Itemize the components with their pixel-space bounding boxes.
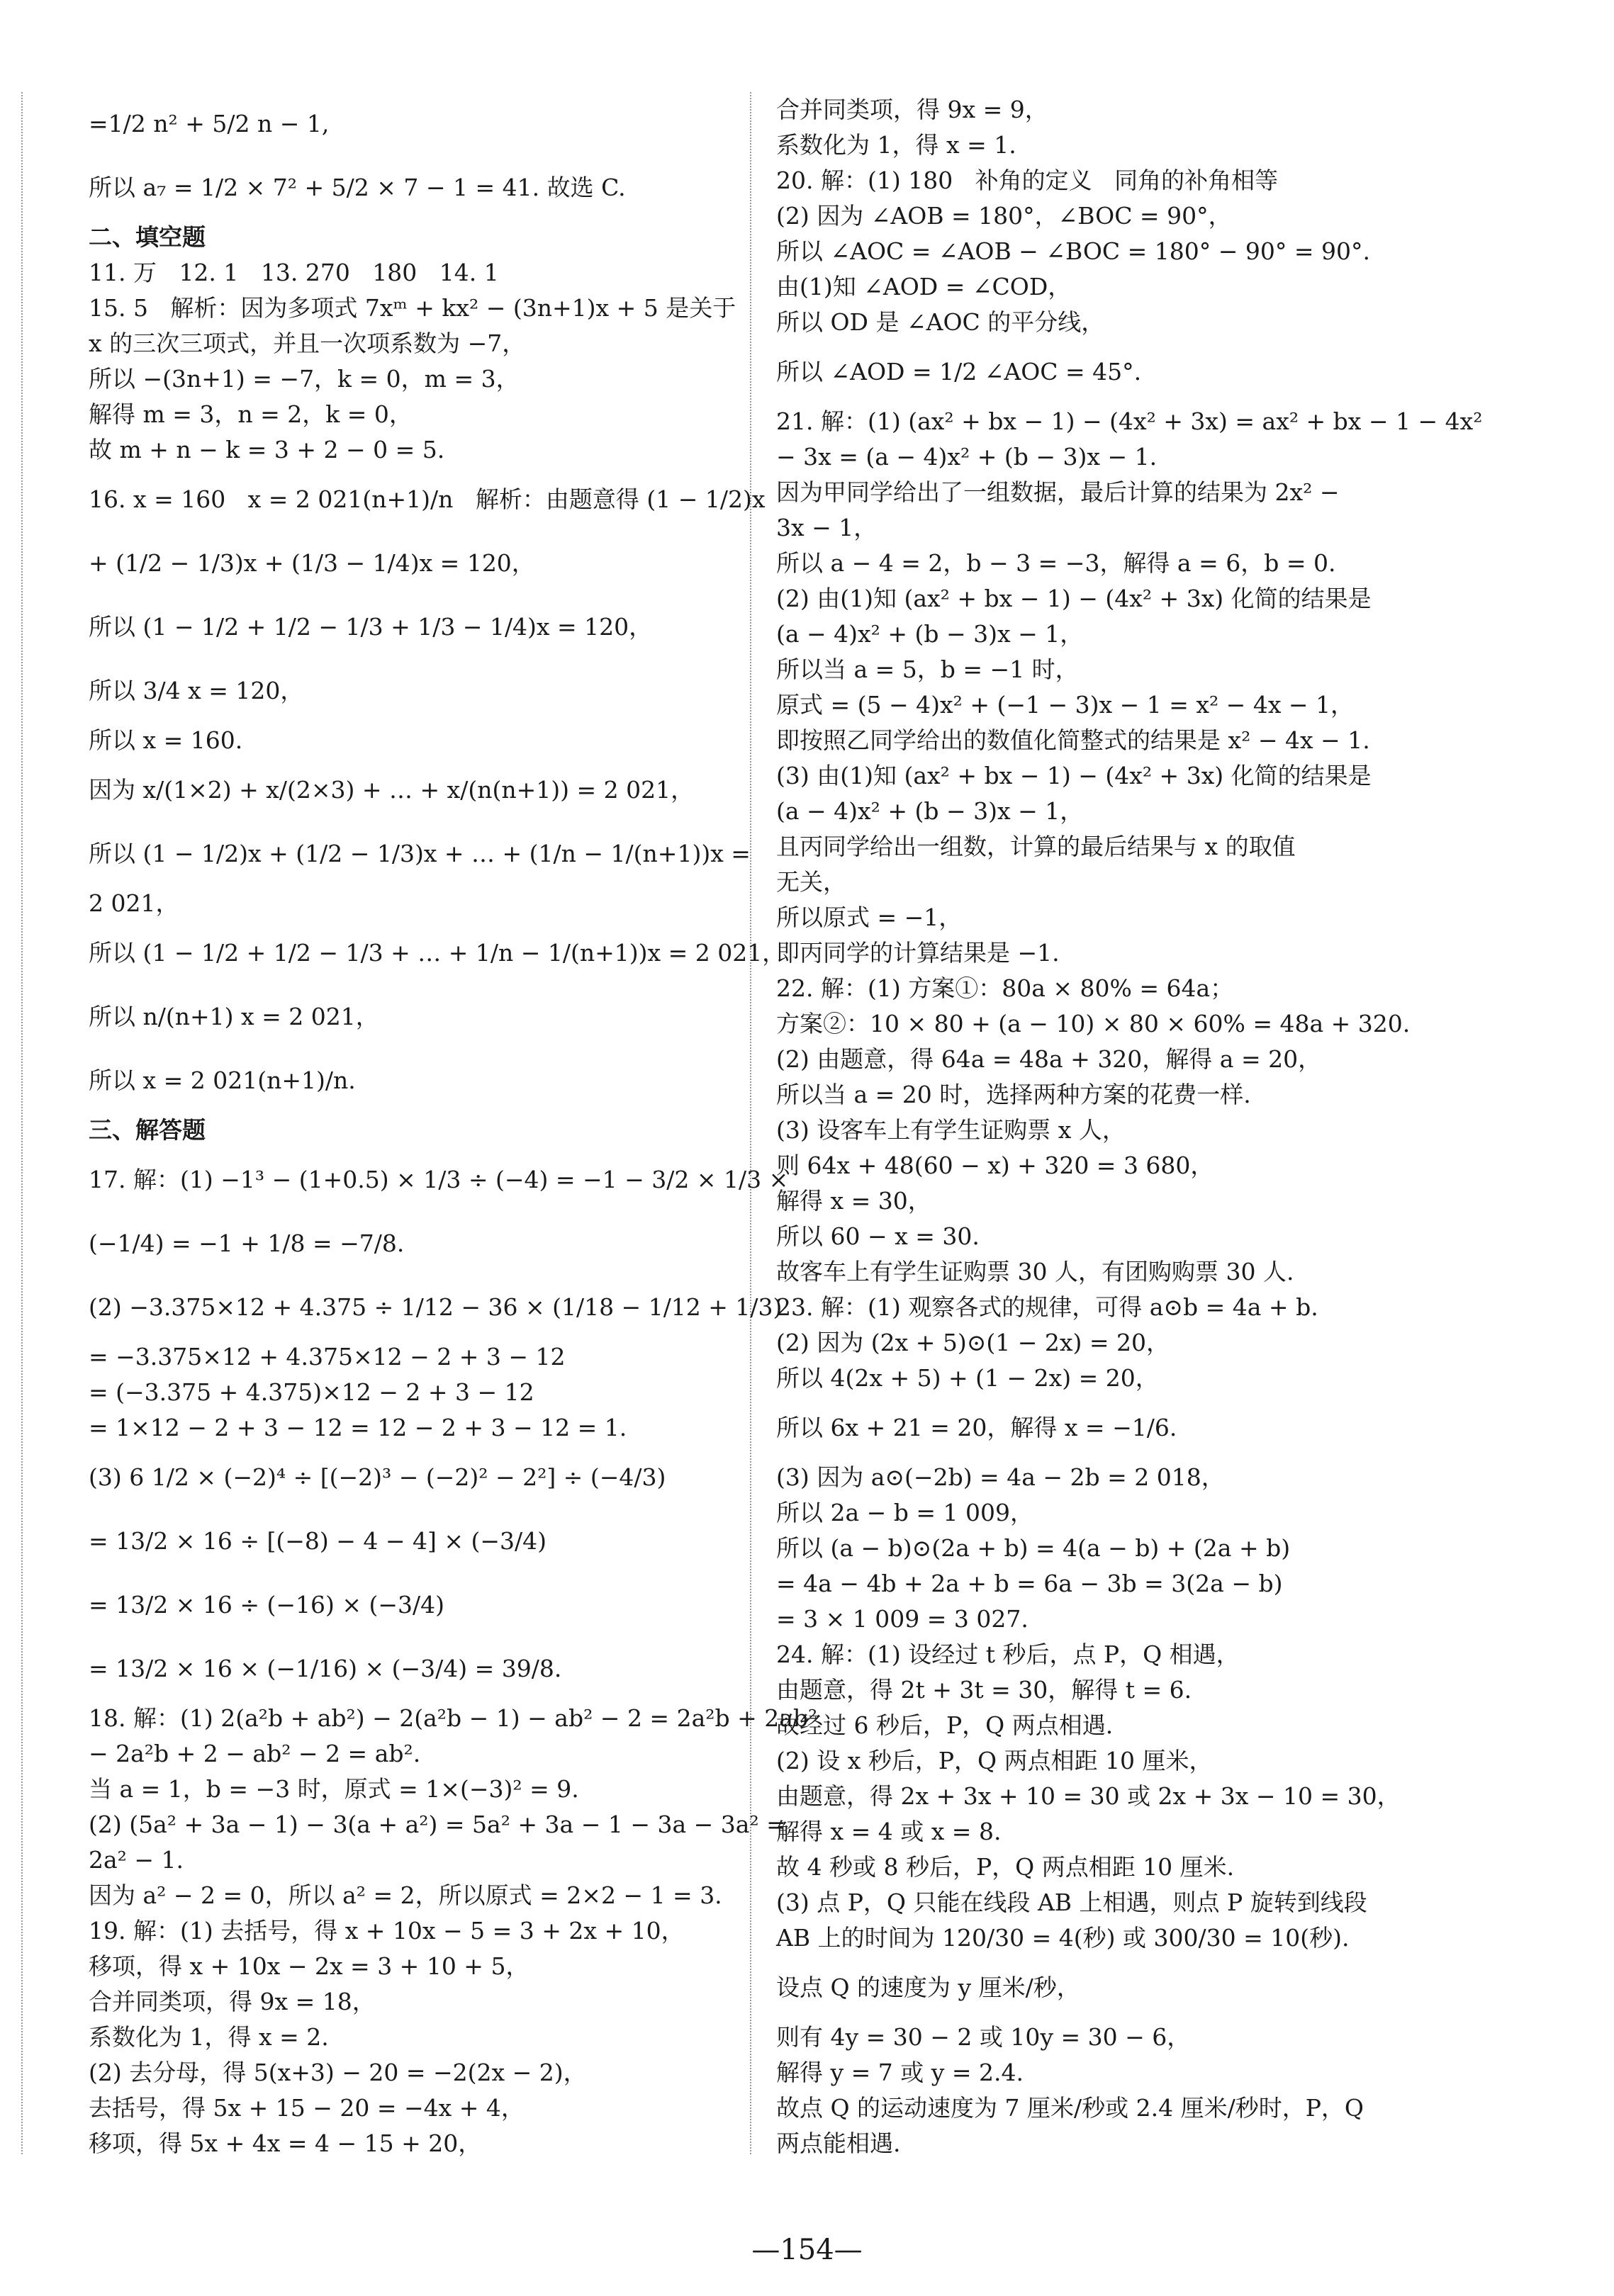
answer-line: = 3 × 1 009 = 3 027. (776, 1605, 1029, 1633)
answer-line: 所以 ∠AOC = ∠AOB − ∠BOC = 180° − 90° = 90°. (776, 237, 1370, 265)
answer-line: 3x − 1， (776, 514, 878, 541)
answer-line: 设点 Q 的速度为 y 厘米/秒， (776, 1974, 1080, 2001)
section-heading: 二、填空题 (89, 223, 206, 251)
answer-line: 无关， (776, 868, 846, 896)
answer-line: 所以 6x + 21 = 20，解得 x = −1/6. (776, 1414, 1177, 1441)
section-heading: 三、解答题 (89, 1116, 206, 1144)
answer-line: 所以 a₇ = 1/2 × 7² + 5/2 × 7 − 1 = 41. 故选 C. (89, 174, 626, 201)
answer-line: 所以 OD 是 ∠AOC 的平分线， (776, 308, 1105, 336)
answer-line: 解得 x = 30， (776, 1187, 931, 1215)
answer-line: 15. 5 解析：因为多项式 7xᵐ + kx² − (3n+1)x + 5 是关于 (89, 294, 736, 322)
answer-line: 所以 (1 − 1/2 + 1/2 − 1/3 + 1/3 − 1/4)x = 120， (89, 613, 653, 641)
answer-line: 方案②：10 × 80 + (a − 10) × 80 × 60% = 48a + 320. (776, 1010, 1411, 1037)
answer-line: =1/2 n² + 5/2 n − 1, (89, 110, 330, 137)
answer-line: (2) −3.375×12 + 4.375 ÷ 1/12 − 36 × (1/18 − 1/12 + 1/3) (89, 1293, 783, 1321)
answer-line: 所以 2a − b = 1 009， (776, 1499, 1034, 1526)
answer-line: 所以 4(2x + 5) + (1 − 2x) = 20， (776, 1364, 1159, 1392)
answer-line: 22. 解：(1) 方案①：80a × 80% = 64a； (776, 974, 1234, 1002)
answer-line: 合并同类项，得 9x = 9， (776, 96, 1048, 123)
answer-line: 即按照乙同学给出的数值化简整式的结果是 x² − 4x − 1. (776, 726, 1370, 754)
answer-line: 故经过 6 秒后，P，Q 两点相遇. (776, 1711, 1114, 1739)
answer-line: 18. 解：(1) 2(a²b + ab²) − 2(a²b − 1) − ab² − 2 = 2a²b + 2ab² (89, 1704, 818, 1732)
answer-line: 系数化为 1，得 x = 2. (89, 2023, 329, 2051)
answer-line: 由题意，得 2x + 3x + 10 = 30 或 2x + 3x − 10 = 30， (776, 1782, 1401, 1810)
answer-line: 合并同类项，得 9x = 18， (89, 1988, 376, 2015)
answer-line: 所以当 a = 20 时，选择两种方案的花费一样. (776, 1081, 1251, 1108)
answer-line: (3) 点 P，Q 只能在线段 AB 上相遇，则点 P 旋转到线段 (776, 1889, 1367, 1916)
answer-line: x 的三次三项式，并且一次项系数为 −7， (89, 330, 526, 357)
answer-line: (2) (5a² + 3a − 1) − 3(a + a²) = 5a² + 3a − 1 − 3a − 3a² = (89, 1811, 786, 1838)
left-margin-rule (21, 92, 23, 2154)
answer-line: 解得 y = 7 或 y = 2.4. (776, 2059, 1024, 2086)
answer-line: 所以 60 − x = 30. (776, 1222, 980, 1250)
answer-line: 所以 (1 − 1/2)x + (1/2 − 1/3)x + … + (1/n − 1/(n+1))x = (89, 840, 751, 867)
answer-line: = −3.375×12 + 4.375×12 − 2 + 3 − 12 (89, 1343, 566, 1371)
answer-line: 所以 ∠AOD = 1/2 ∠AOC = 45°. (776, 358, 1142, 386)
answer-line: (3) 因为 a⊙(−2b) = 4a − 2b = 2 018， (776, 1463, 1225, 1491)
answer-line: 故 m + n − k = 3 + 2 − 0 = 5. (89, 436, 445, 463)
answer-line: 所以 x = 2 021(n+1)/n. (89, 1067, 356, 1094)
answer-line: 所以 x = 160. (89, 726, 243, 754)
answer-line: 故 4 秒或 8 秒后，P，Q 两点相距 10 厘米. (776, 1853, 1235, 1881)
answer-line: 系数化为 1，得 x = 1. (776, 131, 1016, 159)
answer-line: (2) 由(1)知 (ax² + bx − 1) − (4x² + 3x) 化简的结果是 (776, 585, 1372, 612)
answer-line: 解得 m = 3，n = 2，k = 0， (89, 400, 413, 428)
answer-line: (a − 4)x² + (b − 3)x − 1， (776, 620, 1084, 648)
answer-line: 移项，得 x + 10x − 2x = 3 + 10 + 5， (89, 1952, 529, 1980)
answer-line: 两点能相遇. (776, 2129, 901, 2157)
answer-line: 19. 解：(1) 去括号，得 x + 10x − 5 = 3 + 2x + 10， (89, 1917, 685, 1945)
answer-line: 所以 a − 4 = 2，b − 3 = −3，解得 a = 6，b = 0. (776, 549, 1336, 577)
answer-line: 17. 解：(1) −1³ − (1+0.5) × 1/3 ÷ (−4) = −1 − 3/2 × 1/3 × (89, 1166, 789, 1193)
answer-line: + (1/2 − 1/3)x + (1/3 − 1/4)x = 120， (89, 549, 535, 577)
answer-line: 故客车上有学生证购票 30 人，有团购购票 30 人. (776, 1258, 1294, 1285)
answer-line: (3) 设客车上有学生证购票 x 人， (776, 1116, 1126, 1144)
answer-line: 所以 n/(n+1) x = 2 021， (89, 1003, 379, 1030)
answer-line: = (−3.375 + 4.375)×12 − 2 + 3 − 12 (89, 1378, 534, 1406)
answer-line: − 2a²b + 2 − ab² − 2 = ab². (89, 1740, 421, 1767)
answer-line: 当 a = 1，b = −3 时，原式 = 1×(−3)² = 9. (89, 1775, 579, 1803)
answer-line: 20. 解：(1) 180 补角的定义 同角的补角相等 (776, 167, 1279, 194)
answer-line: 24. 解：(1) 设经过 t 秒后，点 P，Q 相遇， (776, 1641, 1240, 1668)
answer-line: 解得 x = 4 或 x = 8. (776, 1818, 1002, 1845)
answer-line: 即丙同学的计算结果是 −1. (776, 939, 1060, 967)
answer-line: 所以 −(3n+1) = −7，k = 0，m = 3， (89, 365, 520, 393)
answer-line: 所以 (1 − 1/2 + 1/2 − 1/3 + … + 1/n − 1/(n+1))x = 2 021， (89, 939, 786, 967)
answer-line: = 4a − 4b + 2a + b = 6a − 3b = 3(2a − b) (776, 1570, 1283, 1597)
answer-line: (2) 设 x 秒后，P，Q 两点相距 10 厘米， (776, 1747, 1213, 1774)
answer-line: (a − 4)x² + (b − 3)x − 1， (776, 797, 1084, 825)
answer-line: (2) 由题意，得 64a = 48a + 320，解得 a = 20， (776, 1045, 1322, 1073)
answer-line: 16. x = 160 x = 2 021(n+1)/n 解析：由题意得 (1 − 1/2)x (89, 485, 766, 513)
answer-line: − 3x = (a − 4)x² + (b − 3)x − 1. (776, 443, 1158, 471)
answer-line: AB 上的时间为 120/30 = 4(秒) 或 300/30 = 10(秒). (776, 1924, 1350, 1952)
answer-line: 由(1)知 ∠AOD = ∠COD， (776, 273, 1072, 300)
answer-line: = 13/2 × 16 ÷ (−16) × (−3/4) (89, 1591, 445, 1619)
answer-line: 因为 a² − 2 = 0，所以 a² = 2，所以原式 = 2×2 − 1 = 3. (89, 1881, 722, 1909)
answer-line: (2) 去分母，得 5(x+3) − 20 = −2(2x − 2)， (89, 2059, 587, 2086)
page-number: —154— (751, 2234, 863, 2266)
answer-line: = 1×12 − 2 + 3 − 12 = 12 − 2 + 3 − 12 = 1. (89, 1414, 627, 1441)
answer-line: (3) 6 1/2 × (−2)⁴ ÷ [(−2)³ − (−2)² − 2²] ÷ (−4/3) (89, 1463, 666, 1491)
column-divider (750, 92, 751, 2154)
answer-line: 则 64x + 48(60 − x) + 320 = 3 680， (776, 1152, 1214, 1179)
answer-line: 2a² − 1. (89, 1846, 184, 1874)
answer-line: 因为 x/(1×2) + x/(2×3) + … + x/(n(n+1)) = 2 021， (89, 776, 695, 804)
answer-line: 23. 解：(1) 观察各式的规律，可得 a⊙b = 4a + b. (776, 1293, 1318, 1321)
answer-line: 原式 = (5 − 4)x² + (−1 − 3)x − 1 = x² − 4x − 1， (776, 691, 1355, 719)
answer-line: = 13/2 × 16 × (−1/16) × (−3/4) = 39/8. (89, 1655, 562, 1682)
answer-line: 故点 Q 的运动速度为 7 厘米/秒或 2.4 厘米/秒时，P，Q (776, 2094, 1364, 2122)
answer-line: 且丙同学给出一组数，计算的最后结果与 x 的取值 (776, 833, 1296, 860)
answer-line: 去括号，得 5x + 15 − 20 = −4x + 4， (89, 2094, 525, 2122)
answer-line: 所以 3/4 x = 120， (89, 677, 304, 704)
answer-line: (3) 由(1)知 (ax² + bx − 1) − (4x² + 3x) 化简的结果是 (776, 762, 1372, 789)
answer-line: (2) 因为 ∠AOB = 180°，∠BOC = 90°， (776, 202, 1232, 230)
answer-line: 由题意，得 2t + 3t = 30，解得 t = 6. (776, 1676, 1192, 1704)
right-column (776, 92, 1506, 2161)
answer-line: (2) 因为 (2x + 5)⊙(1 − 2x) = 20， (776, 1329, 1170, 1356)
answer-line: 移项，得 5x + 4x = 4 − 15 + 20， (89, 2129, 482, 2157)
answer-line: 所以 (a − b)⊙(2a + b) = 4(a − b) + (2a + b) (776, 1534, 1291, 1562)
answer-line: 因为甲同学给出了一组数据，最后计算的结果为 2x² − (776, 478, 1340, 506)
answer-line: 11. 万 12. 1 13. 270 180 14. 1 (89, 259, 499, 286)
answer-line: 则有 4y = 30 − 2 或 10y = 30 − 6， (776, 2023, 1191, 2051)
answer-line: (−1/4) = −1 + 1/8 = −7/8. (89, 1229, 405, 1257)
answer-line: 21. 解：(1) (ax² + bx − 1) − (4x² + 3x) = ax² + bx − 1 − 4x² (776, 407, 1483, 435)
answer-line: 所以原式 = −1， (776, 904, 963, 931)
answer-line: 所以当 a = 5，b = −1 时， (776, 655, 1079, 683)
answer-line: 2 021， (89, 889, 179, 917)
answer-line: = 13/2 × 16 ÷ [(−8) − 4 − 4] × (−3/4) (89, 1527, 547, 1555)
